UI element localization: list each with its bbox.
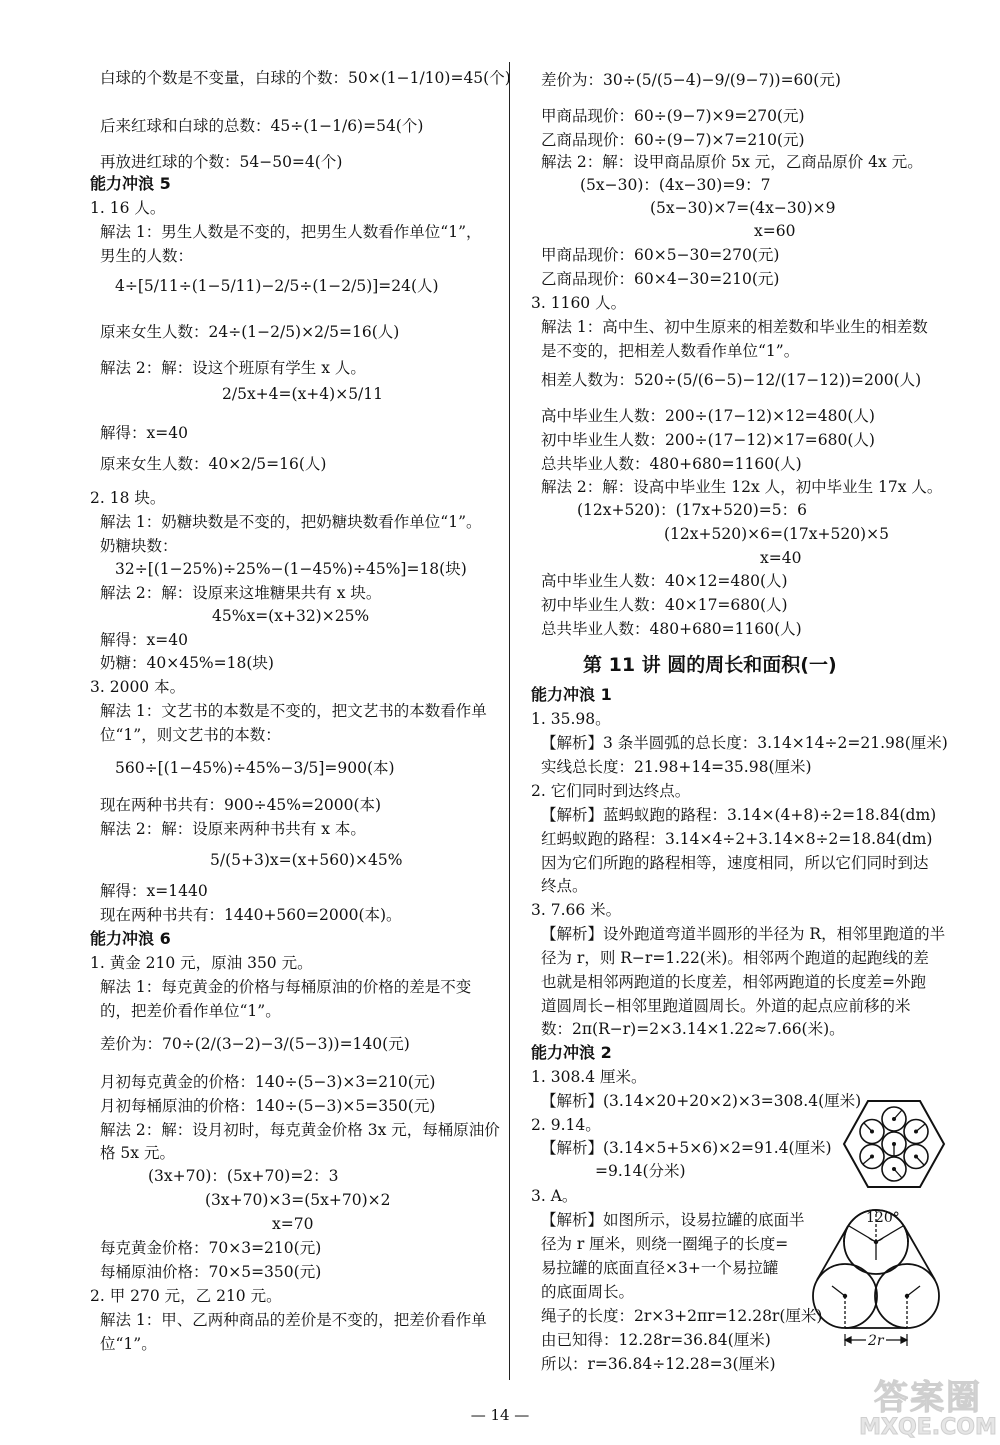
text-line: 月初每桶原油的价格：140÷(5−3)×5=350(元) <box>100 1097 436 1115</box>
text-line: 位“1”。 <box>100 1335 157 1353</box>
text-line: 每桶原油价格：70×5=350(元) <box>100 1263 322 1281</box>
page-number: — 14 — <box>470 1406 530 1424</box>
text-line: 甲商品现价：60÷(9−7)×9=270(元) <box>541 107 805 125</box>
answer-line: 2. 9.14。 <box>531 1116 601 1134</box>
text-line: 乙商品现价：60×4−30=210(元) <box>541 270 780 288</box>
text-line: 每克黄金价格：70×3=210(元) <box>100 1239 322 1257</box>
answer-line: 3. 7.66 米。 <box>531 901 622 919</box>
text-line: 【解析】(3.14×5+5×6)×2=91.4(厘米) <box>541 1139 832 1157</box>
text-line: 再放进红球的个数：54−50=4(个) <box>100 153 343 171</box>
text-line: 实线总长度：21.98+14=35.98(厘米) <box>541 758 812 776</box>
text-line: 白球的个数是不变量，白球的个数：50×(1−1/10)=45(个) <box>100 69 511 87</box>
formula-line: (5x−30)×7=(4x−30)×9 <box>650 199 836 217</box>
text-line: 月初每克黄金的价格：140÷(5−3)×3=210(元) <box>100 1073 436 1091</box>
text-line: =9.14(分米) <box>595 1162 686 1180</box>
text-line: 解法 2：解：设这个班原有学生 x 人。 <box>100 359 366 377</box>
text-line: 的底面周长。 <box>541 1283 635 1301</box>
text-line: 初中毕业生人数：200÷(17−12)×17=680(人) <box>541 431 875 449</box>
formula-line: 2/5x+4=(x+4)×5/11 <box>222 385 384 403</box>
text-line: 原来女生人数：40×2/5=16(人) <box>100 455 327 473</box>
text-line: 易拉罐的底面直径×3+一个易拉罐 <box>541 1259 779 1277</box>
text-line: 径为 r 厘米，则绕一圈绳子的长度= <box>541 1235 789 1253</box>
section-heading: 能力冲浪 1 <box>531 685 612 704</box>
text-line: 解法 1：高中生、初中生原来的相差数和毕业生的相差数 <box>541 318 928 336</box>
formula-line: (5x−30)：(4x−30)=9：7 <box>580 176 771 194</box>
answer-line: 2. 甲 270 元，乙 210 元。 <box>90 1287 282 1305</box>
text-line: 【解析】设外跑道弯道半圆形的半径为 R，相邻里跑道的半 <box>541 925 946 943</box>
answer-line: 1. 35.98。 <box>531 710 611 728</box>
answer-line: 3. 2000 本。 <box>90 678 186 696</box>
answer-line: 1. 黄金 210 元，原油 350 元。 <box>90 954 313 972</box>
formula-line: 差价为：30÷(5/(5−4)−9/(9−7))=60(元) <box>541 71 841 89</box>
answer-line: 3. A。 <box>531 1187 578 1205</box>
text-line: 解法 2：解：设原来这堆糖果共有 x 块。 <box>100 584 382 602</box>
formula-line: (3x+70)×3=(5x+70)×2 <box>205 1191 391 1209</box>
text-line: 奶糖：40×45%=18(块) <box>100 654 274 672</box>
text-line: 【解析】3 条半圆弧的总长度：3.14×14÷2=21.98(厘米) <box>541 734 948 752</box>
formula-line: 4÷[5/11÷(1−5/11)−2/5÷(1−2/5)]=24(人) <box>115 277 439 295</box>
text-line: 的，把差价看作单位“1”。 <box>100 1002 281 1020</box>
answer-line: 1. 16 人。 <box>90 199 166 217</box>
formula-line: 560÷[(1−45%)÷45%−3/5]=900(本) <box>115 759 395 777</box>
text-line: 解法 1：男生人数是不变的，把男生人数看作单位“1”， <box>100 223 482 241</box>
chapter-title: 第 11 讲 圆的周长和面积(一) <box>583 654 837 676</box>
text-line: 总共毕业人数：480+680=1160(人) <box>541 455 802 473</box>
text-line: 乙商品现价：60÷(9−7)×7=210(元) <box>541 131 805 149</box>
text-line: 现在两种书共有：1440+560=2000(本)。 <box>100 906 402 924</box>
angle-label: 120° <box>866 1210 900 1226</box>
formula-line: 5/(5+3)x=(x+560)×45% <box>210 851 403 869</box>
formula-line: (12x+520)：(17x+520)=5：6 <box>577 501 807 519</box>
width-label: 2r <box>868 1333 884 1349</box>
text-line: 原来女生人数：24÷(1−2/5)×2/5=16(人) <box>100 323 400 341</box>
text-line: 终点。 <box>541 877 588 895</box>
formula-line: x=60 <box>754 222 796 240</box>
text-line: 后来红球和白球的总数：45÷(1−1/6)=54(个) <box>100 117 424 135</box>
text-line: 【解析】蓝蚂蚁跑的路程：3.14×(4+8)÷2=18.84(dm) <box>541 806 937 824</box>
text-line: 解法 1：每克黄金的价格与每桶原油的价格的差是不变 <box>100 978 472 996</box>
formula-line: 差价为：70÷(2/(3−2)−3/(5−3))=140(元) <box>100 1035 410 1053</box>
text-line: 【解析】(3.14×20+20×2)×3=308.4(厘米) <box>541 1092 862 1110</box>
answer-line: 2. 18 块。 <box>90 489 166 507</box>
three-cans-figure <box>810 1200 946 1372</box>
text-line: 绳子的长度：2r×3+2πr=12.28r(厘米) <box>541 1307 823 1325</box>
text-line: 初中毕业生人数：40×17=680(人) <box>541 596 788 614</box>
text-line: 解得：x=1440 <box>100 882 208 900</box>
text-line: 因为它们所跑的路程相等，速度相同，所以它们同时到达 <box>541 854 929 872</box>
text-line: 解法 2：解：设月初时，每克黄金价格 3x 元，每桶原油价 <box>100 1121 500 1139</box>
section-heading: 能力冲浪 5 <box>90 174 171 193</box>
text-line: 男生的人数： <box>100 247 194 265</box>
text-line: 高中毕业生人数：40×12=480(人) <box>541 572 788 590</box>
section-heading: 能力冲浪 6 <box>90 929 171 948</box>
text-line: 是不变的，把相差人数看作单位“1”。 <box>541 342 800 360</box>
formula-line: (12x+520)×6=(17x+520)×5 <box>664 525 889 543</box>
text-line: 甲商品现价：60×5−30=270(元) <box>541 246 780 264</box>
text-line: 格 5x 元。 <box>100 1144 175 1162</box>
text-line: 解法 1：奶糖块数是不变的，把奶糖块数看作单位“1”。 <box>100 513 482 531</box>
formula-line: 相差人数为：520÷(5/(6−5)−12/(17−12))=200(人) <box>541 371 922 389</box>
text-line: 解法 2：解：设甲商品原价 5x 元，乙商品原价 4x 元。 <box>541 153 923 171</box>
text-line: 位“1”，则文艺书的本数： <box>100 726 281 744</box>
text-line: 径为 r，则 R−r=1.22(米)。相邻两个跑道的起跑线的差 <box>541 949 929 967</box>
watermark-logo: 答案圈 MXQE.COM <box>859 1378 997 1440</box>
text-line: 解法 1：文艺书的本数是不变的，把文艺书的本数看作单 <box>100 702 487 720</box>
text-line: 奶糖块数： <box>100 537 178 555</box>
section-heading: 能力冲浪 2 <box>531 1043 612 1062</box>
formula-line: 45%x=(x+32)×25% <box>212 607 370 625</box>
formula-line: (3x+70)：(5x+70)=2：3 <box>148 1167 339 1185</box>
text-line: 道圆周长−相邻里跑道圆周长。外道的起点应前移的米 <box>541 997 911 1015</box>
text-line: 解法 1：甲、乙两种商品的差价是不变的，把差价看作单 <box>100 1311 487 1329</box>
column-divider <box>509 62 510 1380</box>
text-line: 由已知得：12.28r=36.84(厘米) <box>541 1331 771 1349</box>
text-line: 解得：x=40 <box>100 424 188 442</box>
answer-line: 2. 它们同时到达终点。 <box>531 782 691 800</box>
formula-line: 32÷[(1−25%)÷25%−(1−45%)÷45%]=18(块) <box>115 560 467 578</box>
text-line: 所以：r=36.84÷12.28=3(厘米) <box>541 1355 776 1373</box>
answer-line: 1. 308.4 厘米。 <box>531 1068 647 1086</box>
text-line: 现在两种书共有：900÷45%=2000(本) <box>100 796 382 814</box>
text-line: 也就是相邻两跑道的长度差，相邻两跑道的长度差=外跑 <box>541 973 926 991</box>
formula-line: x=70 <box>272 1215 314 1233</box>
text-line: 高中毕业生人数：200÷(17−12)×12=480(人) <box>541 407 875 425</box>
text-line: 数：2π(R−r)=2×3.14×1.22≈7.66(米)。 <box>541 1020 845 1038</box>
text-line: 解得：x=40 <box>100 631 188 649</box>
answer-line: 3. 1160 人。 <box>531 294 627 312</box>
text-line: 总共毕业人数：480+680=1160(人) <box>541 620 802 638</box>
formula-line: x=40 <box>760 549 802 567</box>
text-line: 【解析】如图所示，设易拉罐的底面半 <box>541 1211 805 1229</box>
hexagon-circles-figure <box>842 1098 946 1190</box>
text-line: 解法 2：解：设原来两种书共有 x 本。 <box>100 820 366 838</box>
text-line: 红蚂蚁跑的路程：3.14×4÷2+3.14×8÷2=18.84(dm) <box>541 830 933 848</box>
text-line: 解法 2：解：设高中毕业生 12x 人，初中毕业生 17x 人。 <box>541 478 943 496</box>
